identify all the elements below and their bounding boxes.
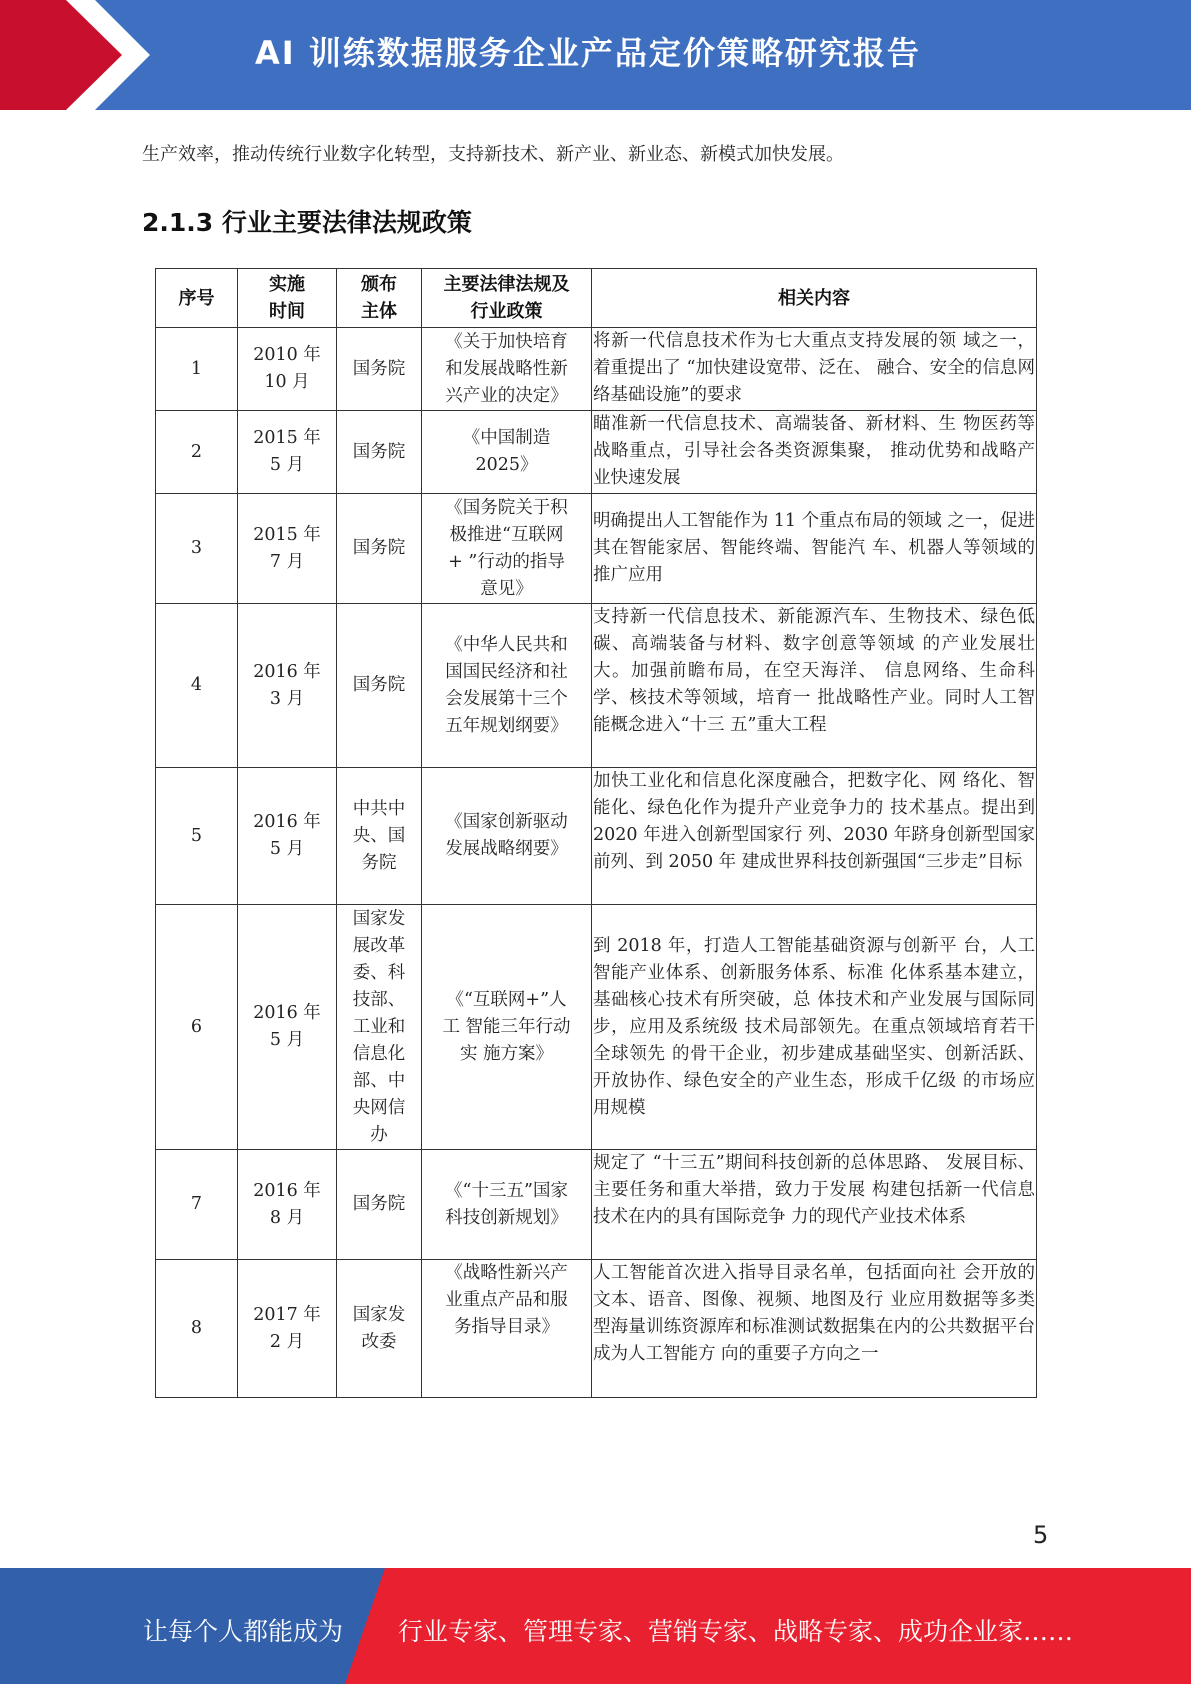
- header-chevron-logo: [0, 0, 150, 110]
- cell-seq: 4: [156, 604, 238, 768]
- cell-policy: 《国家创新驱动 发展战略纲要》: [422, 768, 592, 905]
- cell-seq: 3: [156, 494, 238, 604]
- cell-content: 加快工业化和信息化深度融合，把数字化、网 络化、智能化、绿色化作为提升产业竞争力的 技术基点。提出到 2020 年进入创新型国家行 列、2030 年跻身创新型国家前列、到 2050 年 建成世界科技创新强国“三步走”目标: [592, 768, 1037, 905]
- cell-date: 2015 年 7 月: [238, 494, 337, 604]
- cell-date: 2017 年 2 月: [238, 1260, 337, 1398]
- cell-policy: 《“十三五”国家 科技创新规划》: [422, 1150, 592, 1260]
- cell-seq: 5: [156, 768, 238, 905]
- cell-date: 2016 年 8 月: [238, 1150, 337, 1260]
- cell-content: 明确提出人工智能作为 11 个重点布局的领域 之一，促进其在智能家居、智能终端、智能汽 车、机器人等领域的推广应用: [592, 494, 1037, 604]
- cell-seq: 7: [156, 1150, 238, 1260]
- page-footer: [0, 1568, 1191, 1684]
- page-number: 5: [1033, 1521, 1049, 1549]
- table-row: [156, 604, 1037, 768]
- cell-issuer: 国家发 展改革 委、科 技部、 工业和 信息化 部、中 央网信 办: [337, 905, 422, 1150]
- page-header: [0, 0, 1191, 110]
- table-row: [156, 494, 1037, 604]
- table-row: [156, 1260, 1037, 1398]
- cell-seq: 8: [156, 1260, 238, 1398]
- table-row: [156, 411, 1037, 494]
- cell-issuer: 国务院: [337, 1150, 422, 1260]
- cell-policy: 《“互联网+”人 工 智能三年行动 实 施方案》: [422, 905, 592, 1150]
- cell-policy: 《战略性新兴产 业重点产品和服 务指导目录》: [422, 1260, 592, 1398]
- cell-issuer: 国务院: [337, 604, 422, 768]
- cell-issuer: 国务院: [337, 328, 422, 411]
- footer-slogan-right: 行业专家、管理专家、营销专家、战略专家、成功企业家……: [398, 1617, 1074, 1646]
- cell-issuer: 中共中 央、国 务院: [337, 768, 422, 905]
- cell-seq: 2: [156, 411, 238, 494]
- cell-date: 2016 年 5 月: [238, 905, 337, 1150]
- table-row: [156, 328, 1037, 411]
- cell-date: 2010 年 10 月: [238, 328, 337, 411]
- table-row: [156, 768, 1037, 905]
- table-row: [156, 1150, 1037, 1260]
- cell-content: 瞄准新一代信息技术、高端装备、新材料、生 物医药等战略重点，引导社会各类资源集聚， 推动优势和战略产业快速发展: [592, 411, 1037, 494]
- cell-content: 将新一代信息技术作为七大重点支持发展的领 域之一，着重提出了 “加快建设宽带、泛在、 融合、安全的信息网络基础设施”的要求: [592, 328, 1037, 411]
- cell-content: 支持新一代信息技术、新能源汽车、生物技术、绿色低碳、高端装备与材料、数字创意等领域 的产业发展壮大。加强前瞻布局，在空天海洋、 信息网络、生命科学、核技术等领域，培育一 批战略性产业。同时人工智能概念进入“十三 五”重大工程: [592, 604, 1037, 768]
- cell-date: 2016 年 3 月: [238, 604, 337, 768]
- cell-issuer: 国家发 改委: [337, 1260, 422, 1398]
- cell-policy: 《中国制造 2025》: [422, 411, 592, 494]
- col-header-issuer: 颁布 主体: [337, 269, 422, 328]
- cell-content: 到 2018 年，打造人工智能基础资源与创新平 台，人工智能产业体系、创新服务体系、标准 化体系基本建立，基础核心技术有所突破，总 体技术和产业发展与国际同步，应用及系统级 技术局部领先。在重点领域培育若干全球领先 的骨干企业，初步建成基础坚实、创新活跃、 开放协作、绿色安全的产业生态，形成千亿级 的市场应用规模: [592, 905, 1037, 1150]
- cell-seq: 6: [156, 905, 238, 1150]
- cell-policy: 《关于加快培育 和发展战略性新 兴产业的决定》: [422, 328, 592, 411]
- table-header-row: [156, 269, 1037, 328]
- cell-content: 规定了 “十三五”期间科技创新的总体思路、 发展目标、主要任务和重大举措，致力于发展 构建包括新一代信息技术在内的具有国际竞争 力的现代产业技术体系: [592, 1150, 1037, 1260]
- col-header-seq: 序号: [156, 269, 238, 328]
- cell-date: 2016 年 5 月: [238, 768, 337, 905]
- col-header-content: 相关内容: [592, 269, 1037, 328]
- cell-policy: 《中华人民共和 国国民经济和社 会发展第十三个 五年规划纲要》: [422, 604, 592, 768]
- cell-policy: 《国务院关于积 极推进“互联网 + ”行动的指导 意见》: [422, 494, 592, 604]
- cell-issuer: 国务院: [337, 411, 422, 494]
- intro-paragraph: 生产效率，推动传统行业数字化转型，支持新技术、新产业、新业态、新模式加快发展。: [142, 144, 844, 165]
- cell-seq: 1: [156, 328, 238, 411]
- col-header-date: 实施 时间: [238, 269, 337, 328]
- footer-slogan-left: 让每个人都能成为: [143, 1617, 344, 1646]
- table-row: [156, 905, 1037, 1150]
- cell-content: 人工智能首次进入指导目录名单，包括面向社 会开放的文本、语音、图像、视频、地图及行 业应用数据等多类型海量训练资源库和标准测试数据集在内的公共数据平台成为人工智能方 向的重要子方向之一: [592, 1260, 1037, 1398]
- col-header-policy: 主要法律法规及 行业政策: [422, 269, 592, 328]
- section-heading: 2.1.3 行业主要法律法规政策: [142, 208, 472, 237]
- report-title: AI 训练数据服务企业产品定价策略研究报告: [255, 34, 921, 72]
- cell-issuer: 国务院: [337, 494, 422, 604]
- cell-date: 2015 年 5 月: [238, 411, 337, 494]
- policy-table: [155, 268, 1037, 1398]
